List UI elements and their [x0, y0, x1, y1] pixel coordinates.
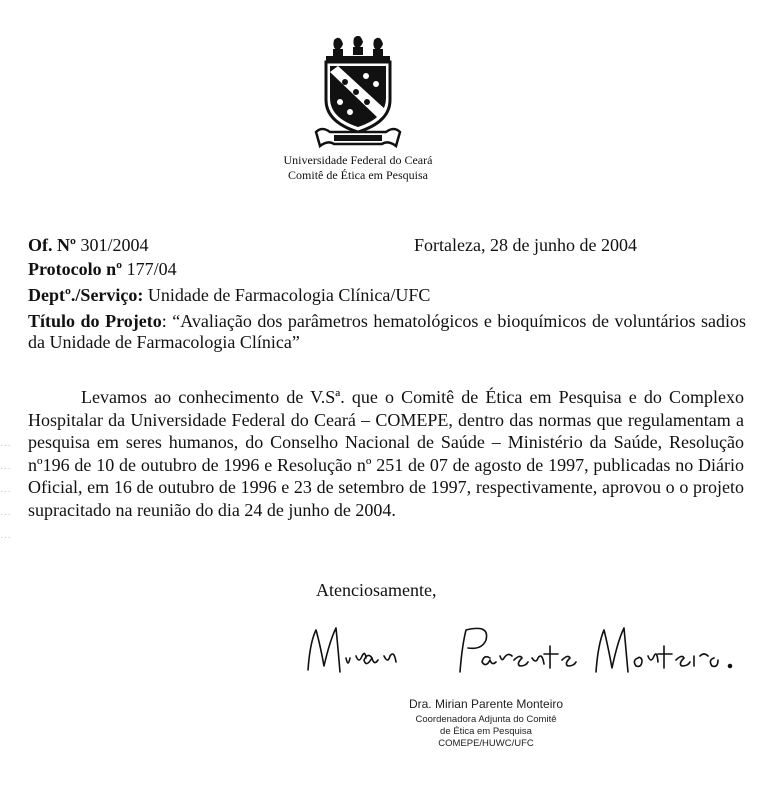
project-title [28, 311, 746, 353]
dept-line [28, 284, 430, 306]
project-title-value: : “Avaliação dos parâmetros hematológicos e bioquímicos de voluntários sadios da Unidade de Farmacologia Clínica” [28, 311, 746, 352]
university-name: Universidade Federal do Ceará [283, 153, 433, 167]
oficio-value: 301/2004 [80, 235, 149, 255]
university-crest-icon [312, 36, 404, 150]
protocolo-value: 177/04 [126, 259, 177, 279]
place-date: Fortaleza, 28 de junho de 2004 [414, 235, 637, 255]
oficio-line [28, 234, 148, 256]
dept-value: Unidade de Farmacologia Clínica/UFC [147, 285, 431, 305]
oficio-label: Of. Nº [28, 235, 76, 255]
closing: Atenciosamente, [316, 580, 437, 600]
bleed-mark: ··· [0, 532, 11, 544]
signatory-role-line: COMEPE/HUWC/UFC [438, 738, 534, 749]
signatory-role [376, 714, 596, 750]
bleed-mark: ··· [0, 509, 11, 521]
signatory-role-line: de Ética em Pesquisa [440, 726, 532, 737]
committee-name: Comitê de Ética em Pesquisa [288, 168, 428, 182]
bleed-mark: ··· [0, 463, 11, 475]
body-paragraph: Levamos ao conhecimento de V.Sª. que o Comitê de Ética em Pesquisa e do Complexo Hospitalar da Universidade Federal do Ceará – COMEPE, dentro das normas que regulamentam a pesquisa em seres humanos, do Conselho Nacional de Saúde – Ministério da Saúde, Resolução nº196 de 10 de outubro de 1996 e Resolução nº 251 de 07 de agosto de 1997, publicadas no Diário Oficial, em 16 de outubro de 1996 e 23 de setembro de 1997, respectivamente, aprovou o o projeto supracitado na reunião do dia 24 de junho de 2004. [28, 387, 744, 520]
signatory-role-line: Coordenadora Adjunta do Comitê [415, 714, 557, 725]
project-title-label: Título do Projeto [28, 311, 162, 331]
dept-label: Deptº./Serviço: [28, 285, 144, 305]
signatory-name: Dra. Mirian Parente Monteiro [408, 697, 564, 711]
handwritten-signature [300, 622, 760, 682]
protocolo-line [28, 258, 177, 280]
bleed-mark: ··· [0, 486, 11, 498]
protocolo-label: Protocolo nº [28, 259, 123, 279]
bleed-mark: ··· [0, 440, 11, 452]
